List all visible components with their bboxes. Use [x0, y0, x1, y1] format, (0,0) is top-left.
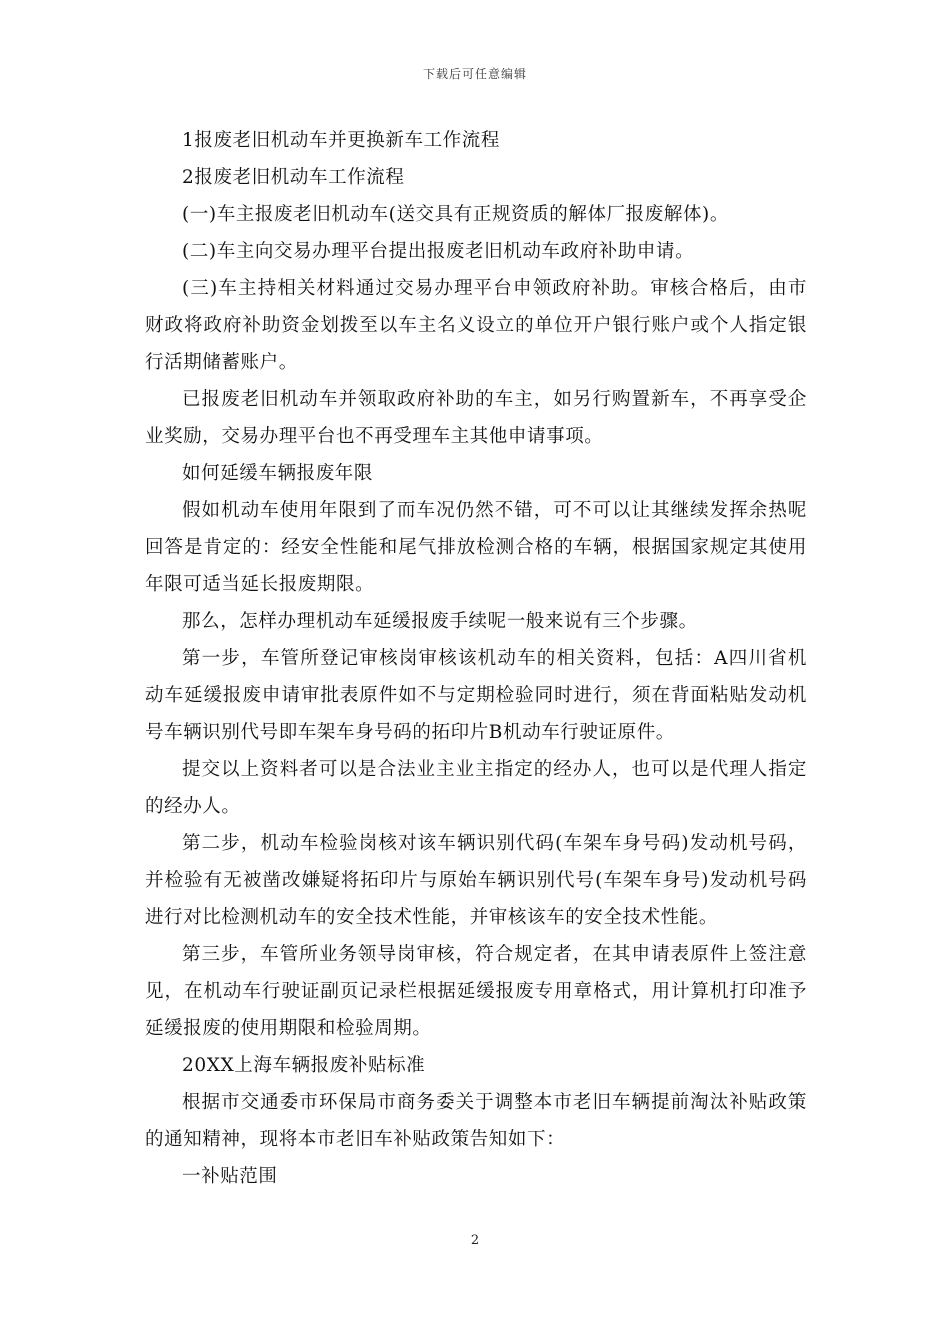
- paragraph-1: 1报废老旧机动车并更换新车工作流程: [182, 130, 500, 151]
- paragraph-4: (二)车主向交易办理平台提出报废老旧机动车政府补助申请。: [182, 241, 695, 262]
- page-header: 下载后可任意编辑: [422, 67, 527, 81]
- paragraph-6: 已报废老旧机动车并领取政府补助的车主，如另行购置新车，不再享受企业奖励，交易办理平台也不再受理车主其他申请事项。: [145, 389, 807, 447]
- paragraph-5: (三)车主持相关材料通过交易办理平台申领政府补助。审核合格后，由市财政将政府补助资金划拨至以车主名义设立的单位开户银行账户或个人指定银行活期储蓄账户。: [145, 278, 807, 373]
- paragraph-15: 根据市交通委市环保局市商务委关于调整本市老旧车辆提前淘汰补贴政策的通知精神，现将本市老旧车补贴政策告知如下：: [145, 1092, 807, 1150]
- paragraph-12: 第二步，机动车检验岗核对该车辆识别代码(车架车身号码)发动机号码，并检验有无被凿改嫌疑将拓印片与原始车辆识别代号(车架车身号)发动机号码进行对比检测机动车的安全技术性能，并审核该车的安全技术性能。: [145, 833, 807, 928]
- paragraph-10: 第一步，车管所登记审核岗审核该机动车的相关资料，包括：A四川省机动车延缓报废申请审批表原件如不与定期检验同时进行，须在背面粘贴发动机号车辆识别代号即车架车身号码的拓印片B机动车行驶证原件。: [145, 648, 807, 743]
- paragraph-9: 那么，怎样办理机动车延缓报废手续呢一般来说有三个步骤。: [182, 611, 698, 632]
- paragraph-2: 2报废老旧机动车工作流程: [182, 167, 405, 188]
- paragraph-13: 第三步，车管所业务领导岗审核，符合规定者，在其申请表原件上签注意见，在机动车行驶证副页记录栏根据延缓报废专用章格式，用计算机打印准予延缓报废的使用期限和检验周期。: [145, 944, 807, 1039]
- document-body: [145, 122, 807, 1195]
- paragraph-11: 提交以上资料者可以是合法业主业主指定的经办人，也可以是代理人指定的经办人。: [145, 759, 807, 817]
- page-number: 2: [470, 1233, 480, 1248]
- section-heading-subsidy-scope: 一补贴范围: [182, 1166, 278, 1187]
- section-heading-extend-scrap: 如何延缓车辆报废年限: [182, 463, 374, 484]
- paragraph-8: 假如机动车使用年限到了而车况仍然不错，可不可以让其继续发挥余热呢回答是肯定的：经安全性能和尾气排放检测合格的车辆，根据国家规定其使用年限可适当延长报废期限。: [145, 500, 807, 595]
- section-heading-shanghai-subsidy: 20XX上海车辆报废补贴标准: [182, 1055, 426, 1076]
- paragraph-3: (一)车主报废老旧机动车(送交具有正规资质的解体厂报废解体)。: [182, 204, 729, 225]
